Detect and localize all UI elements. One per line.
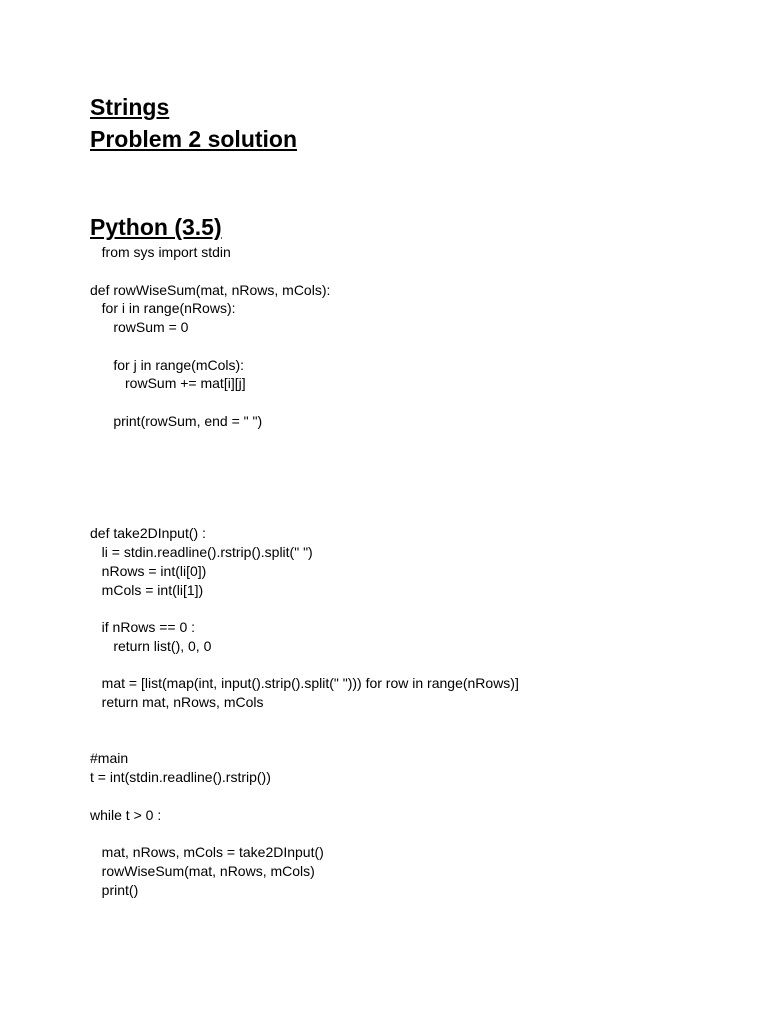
code-line [90, 599, 519, 618]
code-line [90, 656, 519, 675]
code-line: rowSum = 0 [90, 319, 189, 335]
code-line [90, 731, 519, 750]
code-line: nRows = int(li[0]) [90, 562, 207, 579]
code-line: def take2DInput() : [90, 525, 206, 542]
code-line: return list(), 0, 0 [90, 637, 212, 654]
code-line: from sys import stdin [90, 244, 231, 260]
code-line [90, 506, 519, 525]
code-line [90, 337, 519, 356]
code-line [90, 431, 519, 450]
code-line: li = stdin.readline().rstrip().split(" ") [90, 544, 313, 560]
code-line: #main [90, 750, 129, 767]
code-line [90, 468, 519, 487]
code-block [90, 243, 519, 899]
code-line [90, 787, 519, 806]
code-line: print() [90, 881, 139, 898]
code-line: print(rowSum, end = " ") [90, 412, 263, 429]
code-line: rowWiseSum(mat, nRows, mCols) [90, 862, 315, 879]
code-line: mCols = int(li[1]) [90, 581, 204, 598]
code-line [90, 824, 519, 843]
code-line: return mat, nRows, mCols [90, 694, 264, 710]
code-line: for i in range(nRows): [90, 300, 236, 317]
document-title: Strings [90, 94, 170, 120]
code-line: while t > 0 : [90, 806, 162, 823]
code-line: t = int(stdin.readline().rstrip()) [90, 769, 271, 785]
code-line [90, 449, 519, 468]
document-subtitle: Problem 2 solution [90, 126, 298, 152]
code-line: for j in range(mCols): [90, 356, 245, 373]
code-line [90, 262, 519, 281]
language-heading: Python (3.5) [90, 214, 222, 240]
code-line: mat, nRows, mCols = take2DInput() [90, 844, 324, 860]
code-line [90, 393, 519, 412]
code-line [90, 712, 519, 731]
code-line: mat = [list(map(int, input().strip().split(" "))) for row in range(nRows)] [90, 675, 519, 692]
code-line: if nRows == 0 : [90, 619, 196, 635]
code-line [90, 487, 519, 506]
code-line: def rowWiseSum(mat, nRows, mCols): [90, 281, 331, 298]
code-line: rowSum += mat[i][j] [90, 375, 246, 392]
